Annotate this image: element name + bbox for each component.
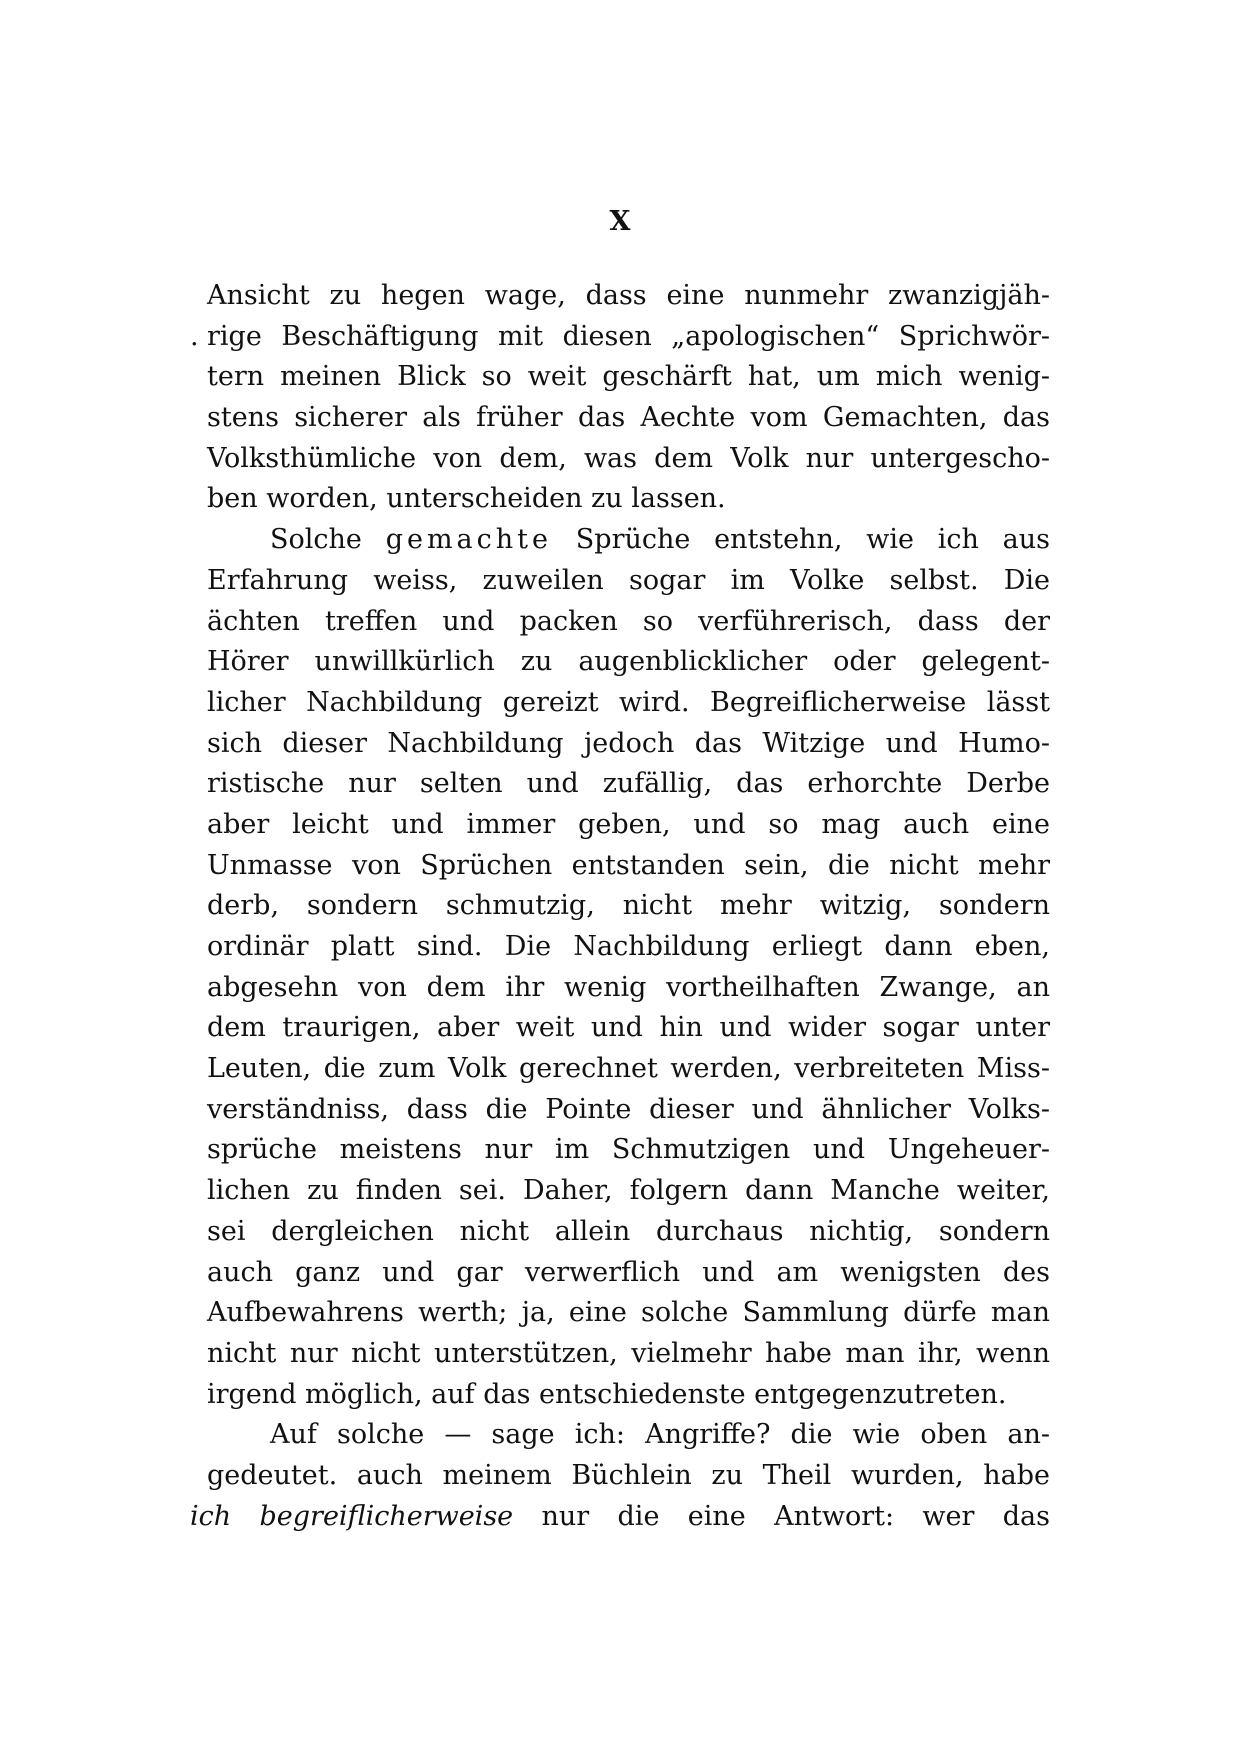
text-line: nicht nur nicht unterstützen, vielmehr habe man ihr, wenn	[207, 1337, 1050, 1369]
text-line: Hörer unwillkürlich zu augenblicklicher oder gelegent-	[207, 646, 1050, 678]
text-line: sei dergleichen nicht allein durchaus nichtig, sondern	[207, 1215, 1050, 1247]
body-text	[190, 276, 1050, 1537]
italic-phrase: ich begreiflicherweise	[190, 1500, 514, 1532]
text-line: Auf solche — sage ich: Angriffe? die wie oben an-	[270, 1419, 1050, 1451]
text-line: ordinär platt sind. Die Nachbildung erliegt dann eben,	[207, 931, 1050, 962]
text-line: Ansicht zu hegen wage, dass eine nunmehr zwanzigjäh-	[207, 280, 1050, 311]
text-line: ächten treffen und packen so verführerisch, dass der	[207, 605, 1050, 637]
text-line: gedeutet. auch meinem Büchlein zu Theil wurden, habe	[207, 1459, 1050, 1491]
text-line: auch ganz und gar verwerflich und am wenigsten des	[207, 1256, 1050, 1288]
text-line: tern meinen Blick so weit geschärft hat, um mich wenig-	[207, 361, 1050, 393]
text-line: abgesehn von dem ihr wenig vortheilhaften Zwange, an	[207, 971, 1050, 1003]
text-line: ristische nur selten und zufällig, das erhorchte Derbe	[207, 768, 1050, 800]
text-line: lichen zu finden sei. Daher, folgern dann Manche weiter,	[207, 1175, 1050, 1207]
text-line: irgend möglich, auf das entschiedenste entgegenzutreten.	[207, 1378, 1007, 1410]
page-number: X	[609, 206, 632, 237]
text-fragment: Solche	[270, 524, 362, 556]
text-line: ben worden, unterscheiden zu lassen.	[207, 483, 726, 515]
text-line: verständniss, dass die Pointe dieser und ähnlicher Volks-	[207, 1093, 1050, 1125]
text-line-content: rige Beschäftigung mit diesen „apologischen“ Sprichwör-	[207, 320, 1050, 352]
text-line	[190, 317, 1050, 358]
text-line: sich dieser Nachbildung jedoch das Witzige und Humo-	[207, 727, 1050, 759]
text-line: Volksthümliche von dem, was dem Volk nur untergescho-	[207, 442, 1050, 474]
text-line: Aufbewahrens werth; ja, eine solche Sammlung dürfe man	[207, 1297, 1050, 1329]
text-line: derb, sondern schmutzig, nicht mehr witzig, sondern	[207, 890, 1050, 922]
text-fragment: nur die eine Antwort: wer das	[541, 1500, 1050, 1532]
text-line: aber leicht und immer geben, und so mag auch eine	[207, 808, 1050, 840]
margin-mark: .	[190, 320, 199, 352]
text-line: stens sicherer als früher das Aechte vom Gemachten, das	[207, 402, 1050, 434]
text-line: Unmasse von Sprüchen entstanden sein, die nicht mehr	[207, 849, 1050, 881]
text-line: dem traurigen, aber weit und hin und wider sogar unter	[207, 1012, 1050, 1044]
text-line: licher Nachbildung gereizt wird. Begreiflicherweise lässt	[207, 686, 1050, 718]
text-line: Leuten, die zum Volk gerechnet werden, verbreiteten Miss-	[207, 1053, 1050, 1085]
text-line	[207, 520, 1050, 561]
text-line: Erfahrung weiss, zuweilen sogar im Volke selbst. Die	[207, 564, 1050, 596]
emphasized-word: gemachte	[385, 524, 552, 556]
text-line: sprüche meistens nur im Schmutzigen und Ungeheuer-	[207, 1134, 1050, 1166]
text-fragment: Sprüche entstehn, wie ich aus	[575, 524, 1050, 556]
text-line	[190, 1497, 1050, 1538]
